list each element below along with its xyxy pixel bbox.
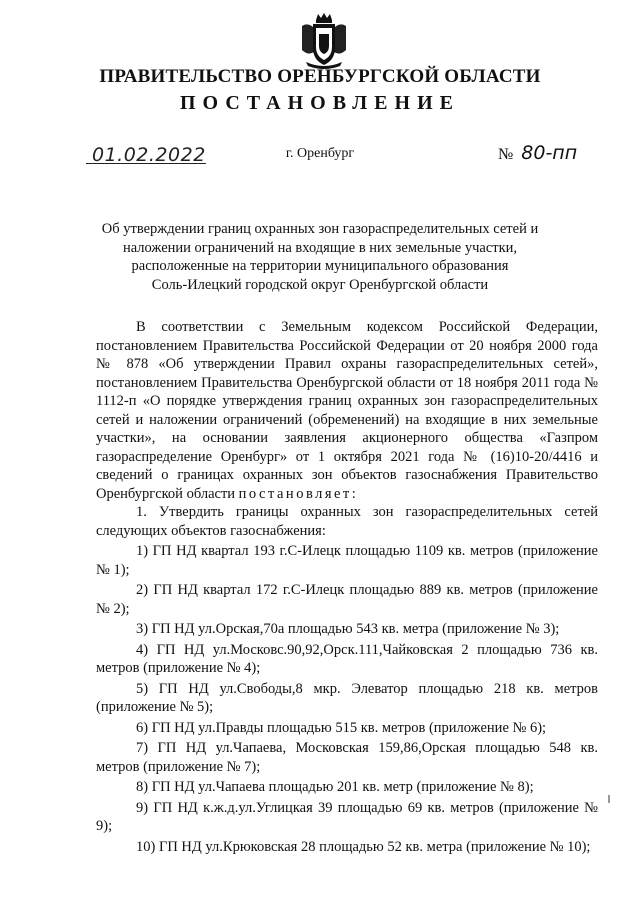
list-item: 10) ГП НД ул.Крюковская 28 площадью 52 кв. метра (приложение № 10); [136, 838, 591, 855]
resolves-text: постановляет: [238, 485, 359, 502]
number-label: № [498, 146, 514, 163]
list-item: 3) ГП НД ул.Орская,70а площадью 543 кв. метра (приложение № 3); [136, 621, 560, 637]
list-item: 4) ГП НД ул.Московс.90,92,Орск.111,Чайковская 2 площадью 736 кв. метров (приложение № 4); [96, 641, 598, 676]
list-item: 5) ГП НД ул.Свободы,8 мкр. Элеватор площадью 218 кв. метров (приложение № 5); [96, 680, 598, 715]
subject-line: наложении ограничений на входящие в них земельные участки, [122, 239, 518, 256]
subject-line: Об утверждении границ охранных зон газораспределительных сетей и [101, 221, 539, 237]
date-underline [86, 163, 206, 164]
preamble-paragraph [96, 318, 598, 503]
document-subject [96, 220, 544, 294]
scan-mark [608, 795, 610, 803]
subject-line: расположенные на территории муниципального образования [131, 258, 509, 274]
document-number [498, 142, 577, 164]
subject-line: Соль-Илецкий городской округ Оренбургской области [151, 276, 489, 293]
preamble-text: В соответствии с Земельным кодексом Российской Федерации, постановлением Правительства Российской Федерации от 20 ноября 2000 года № 878 «Об утверждении Правил охраны газораспределительных сетей», постановлением Правительства Оренбургской области от 18 ноября 2011 года № 1112-п «О порядке утверждения границ охранных зон газораспределительных сетей и наложении ограничений (обременений) на входящие в них земельные участки», на основании заявления акционерного общества «Газпром газораспределение Оренбург» от 1 октября 2021 года № (16)10-20/4416 и сведений о границах охранных зон объектов газоснабжения Правительство Оренбургской области [96, 319, 598, 502]
list-item: 8) ГП НД ул.Чапаева площадью 201 кв. метр (приложение № 8); [136, 779, 534, 795]
coat-of-arms-icon [298, 12, 350, 70]
document-date: 01.02.2022 [92, 144, 206, 166]
list-item: 9) ГП НД к.ж.д.ул.Углицкая 39 площадью 69 кв. метров (приложение № 9); [96, 799, 598, 834]
document-city: г. Оренбург [285, 146, 355, 161]
clause-1: 1. Утвердить границы охранных зон газораспределительных сетей следующих объектов газоснабжения: [96, 504, 598, 539]
list-item: 6) ГП НД ул.Правды площадью 515 кв. метров (приложение № 6); [136, 719, 547, 736]
list-item: 1) ГП НД квартал 193 г.С-Илецк площадью 1109 кв. метров (приложение № 1); [96, 543, 598, 578]
document-type-title: ПОСТАНОВЛЕНИЕ [180, 92, 460, 114]
organization-title: ПРАВИТЕЛЬСТВО ОРЕНБУРГСКОЙ ОБЛАСТИ [99, 66, 541, 87]
document-body [96, 318, 598, 858]
number-value: 80-пп [521, 142, 578, 164]
list-item: 2) ГП НД квартал 172 г.С-Илецк площадью 889 кв. метров (приложение № 2); [96, 582, 598, 617]
list-item: 7) ГП НД ул.Чапаева, Московская 159,86,Орская площадью 548 кв. метров (приложение № 7); [96, 740, 598, 775]
